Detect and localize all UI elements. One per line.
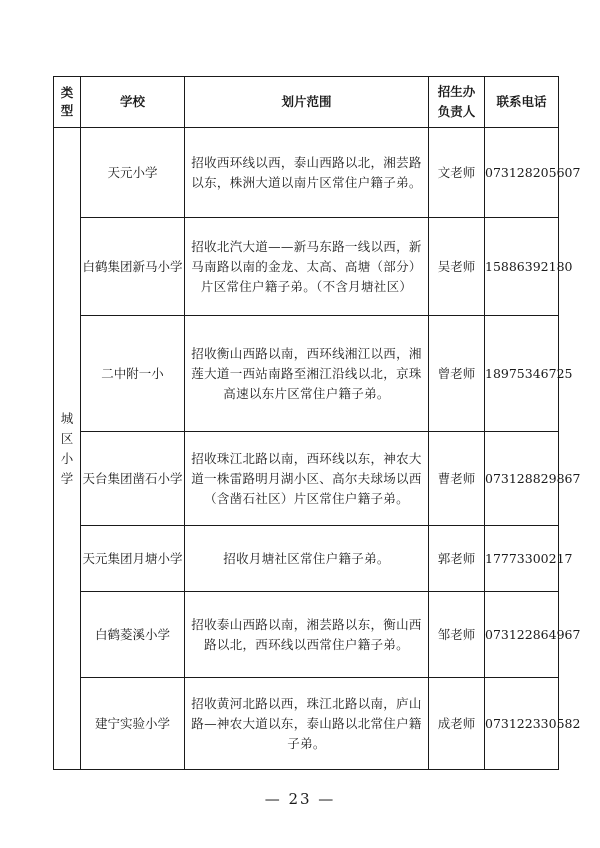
school-name: 天台集团凿石小学	[81, 432, 185, 526]
zone-range: 招收西环线以西，泰山西路以北，湘芸路以东，株洲大道以南片区常住户籍子弟。	[185, 128, 429, 218]
contact-phone: 073122864967	[485, 592, 559, 678]
school-zoning-table	[53, 76, 581, 770]
contact-phone: 15886392180	[485, 218, 559, 316]
table-row	[54, 432, 559, 526]
category-cell: 城区小学	[54, 128, 81, 770]
school-name: 白鹤菱溪小学	[81, 592, 185, 678]
table-row	[54, 526, 559, 592]
page-number: — 23 —	[264, 790, 336, 808]
contact-phone: 18975346725	[485, 316, 559, 432]
table-header-row	[54, 77, 559, 128]
contact-phone: 073122330582	[485, 678, 559, 770]
contact-person: 曹老师	[429, 432, 485, 526]
contact-person: 吴老师	[429, 218, 485, 316]
zone-range: 招收月塘社区常住户籍子弟。	[185, 526, 429, 592]
table-row	[54, 678, 559, 770]
school-name: 天元集团月塘小学	[81, 526, 185, 592]
contact-person: 文老师	[429, 128, 485, 218]
school-name: 二中附一小	[81, 316, 185, 432]
header-school: 学校	[81, 77, 185, 128]
table-row	[54, 218, 559, 316]
zone-range: 招收衡山西路以南，西环线湘江以西，湘莲大道一西站南路至湘江沿线以北，京珠高速以东片区常住户籍子弟。	[185, 316, 429, 432]
zone-range: 招收黄河北路以西，珠江北路以南，庐山路—神农大道以东，泰山路以北常住户籍子弟。	[185, 678, 429, 770]
contact-phone: 073128205607	[485, 128, 559, 218]
table-row	[54, 316, 559, 432]
header-range: 划片范围	[185, 77, 429, 128]
school-name: 天元小学	[81, 128, 185, 218]
zone-range: 招收珠江北路以南，西环线以东，神农大道一株雷路明月湖小区、高尔夫球场以西（含凿石社区）片区常住户籍子弟。	[185, 432, 429, 526]
school-name: 白鹤集团新马小学	[81, 218, 185, 316]
contact-person: 曾老师	[429, 316, 485, 432]
contact-phone: 073128829867	[485, 432, 559, 526]
table-row	[54, 128, 559, 218]
contact-person: 成老师	[429, 678, 485, 770]
zone-range: 招收泰山西路以南，湘芸路以东，衡山西路以北，西环线以西常住户籍子弟。	[185, 592, 429, 678]
contact-phone: 17773300217	[485, 526, 559, 592]
contact-person: 邹老师	[429, 592, 485, 678]
zone-range: 招收北汽大道——新马东路一线以西，新马南路以南的金龙、太高、高塘（部分）片区常住户籍子弟。（不含月塘社区）	[185, 218, 429, 316]
contact-person: 郭老师	[429, 526, 485, 592]
school-name: 建宁实验小学	[81, 678, 185, 770]
header-type: 类型	[54, 77, 81, 128]
header-phone: 联系电话	[485, 77, 559, 128]
header-person: 招生办负责人	[429, 77, 485, 128]
table-row	[54, 592, 559, 678]
